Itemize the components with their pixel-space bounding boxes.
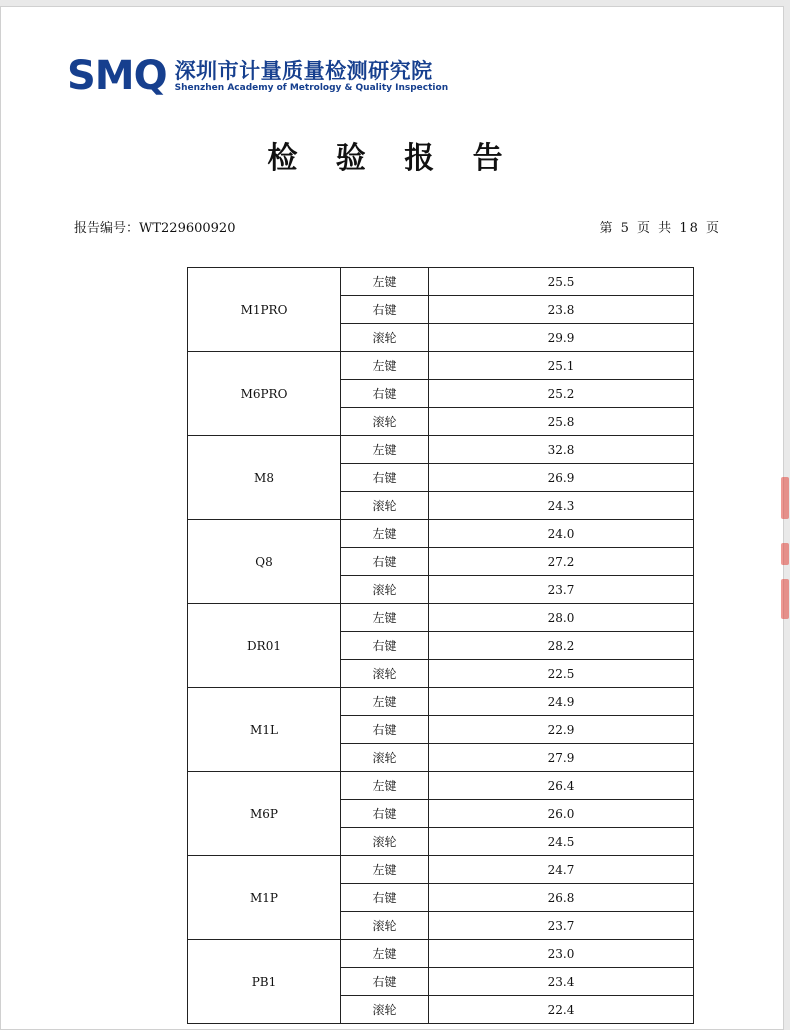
- report-page: [0, 6, 784, 1030]
- part-cell: 右键: [341, 464, 429, 492]
- part-cell: 右键: [341, 296, 429, 324]
- value-cell: 24.3: [429, 492, 694, 520]
- value-cell: 25.5: [429, 268, 694, 296]
- value-cell: 26.0: [429, 800, 694, 828]
- value-cell: 24.0: [429, 520, 694, 548]
- part-cell: 右键: [341, 884, 429, 912]
- value-cell: 23.7: [429, 576, 694, 604]
- part-cell: 滚轮: [341, 828, 429, 856]
- results-table: [187, 267, 694, 1024]
- value-cell: 22.5: [429, 660, 694, 688]
- part-cell: 滚轮: [341, 576, 429, 604]
- value-cell: 28.2: [429, 632, 694, 660]
- org-name-cn: 深圳市计量质量检测研究院: [174, 58, 433, 83]
- part-cell: 左键: [341, 520, 429, 548]
- smq-logo-mark: SMQ: [67, 53, 167, 99]
- org-name: [175, 59, 448, 94]
- seal-stamp-fragment: [781, 477, 789, 519]
- part-cell: 左键: [341, 436, 429, 464]
- value-cell: 23.7: [429, 912, 694, 940]
- value-cell: 22.4: [429, 996, 694, 1024]
- part-cell: 左键: [341, 688, 429, 716]
- table-row: [188, 688, 694, 716]
- part-cell: 右键: [341, 380, 429, 408]
- report-title: 检 验 报 告: [267, 141, 517, 176]
- part-cell: 左键: [341, 940, 429, 968]
- value-cell: 22.9: [429, 716, 694, 744]
- part-cell: 滚轮: [341, 912, 429, 940]
- part-cell: 左键: [341, 604, 429, 632]
- value-cell: 24.9: [429, 688, 694, 716]
- model-cell: DR01: [188, 604, 341, 688]
- model-cell: PB1: [188, 940, 341, 1024]
- seal-stamp-fragment: [781, 579, 789, 619]
- part-cell: 滚轮: [341, 996, 429, 1024]
- part-cell: 左键: [341, 772, 429, 800]
- table-row: [188, 604, 694, 632]
- value-cell: 24.7: [429, 856, 694, 884]
- model-cell: M1L: [188, 688, 341, 772]
- part-cell: 右键: [341, 968, 429, 996]
- table-row: [188, 772, 694, 800]
- model-cell: M6P: [188, 772, 341, 856]
- value-cell: 26.8: [429, 884, 694, 912]
- part-cell: 滚轮: [341, 660, 429, 688]
- part-cell: 右键: [341, 800, 429, 828]
- model-cell: M8: [188, 436, 341, 520]
- value-cell: 24.5: [429, 828, 694, 856]
- part-cell: 右键: [341, 632, 429, 660]
- part-cell: 右键: [341, 716, 429, 744]
- value-cell: 25.1: [429, 352, 694, 380]
- table-row: [188, 436, 694, 464]
- table-row: [188, 856, 694, 884]
- value-cell: 25.8: [429, 408, 694, 436]
- value-cell: 23.4: [429, 968, 694, 996]
- value-cell: 23.0: [429, 940, 694, 968]
- part-cell: 滚轮: [341, 324, 429, 352]
- model-cell: M6PRO: [188, 352, 341, 436]
- page-info: 第 5 页 共 18 页: [599, 221, 721, 236]
- value-cell: 26.4: [429, 772, 694, 800]
- table-row: [188, 520, 694, 548]
- value-cell: 26.9: [429, 464, 694, 492]
- table-row: [188, 268, 694, 296]
- value-cell: 32.8: [429, 436, 694, 464]
- model-cell: M1PRO: [188, 268, 341, 352]
- value-cell: 27.9: [429, 744, 694, 772]
- seal-stamp-fragment: [781, 543, 789, 565]
- value-cell: 29.9: [429, 324, 694, 352]
- value-cell: 25.2: [429, 380, 694, 408]
- part-cell: 滚轮: [341, 408, 429, 436]
- table-row: [188, 352, 694, 380]
- part-cell: 左键: [341, 856, 429, 884]
- part-cell: 左键: [341, 268, 429, 296]
- value-cell: 23.8: [429, 296, 694, 324]
- report-number: 报告编号：WT229600920: [74, 221, 236, 236]
- model-cell: Q8: [188, 520, 341, 604]
- org-logo: [67, 51, 448, 101]
- part-cell: 左键: [341, 352, 429, 380]
- value-cell: 27.2: [429, 548, 694, 576]
- table-row: [188, 940, 694, 968]
- part-cell: 右键: [341, 548, 429, 576]
- model-cell: M1P: [188, 856, 341, 940]
- part-cell: 滚轮: [341, 744, 429, 772]
- org-name-en: Shenzhen Academy of Metrology & Quality Inspection: [174, 82, 449, 93]
- value-cell: 28.0: [429, 604, 694, 632]
- part-cell: 滚轮: [341, 492, 429, 520]
